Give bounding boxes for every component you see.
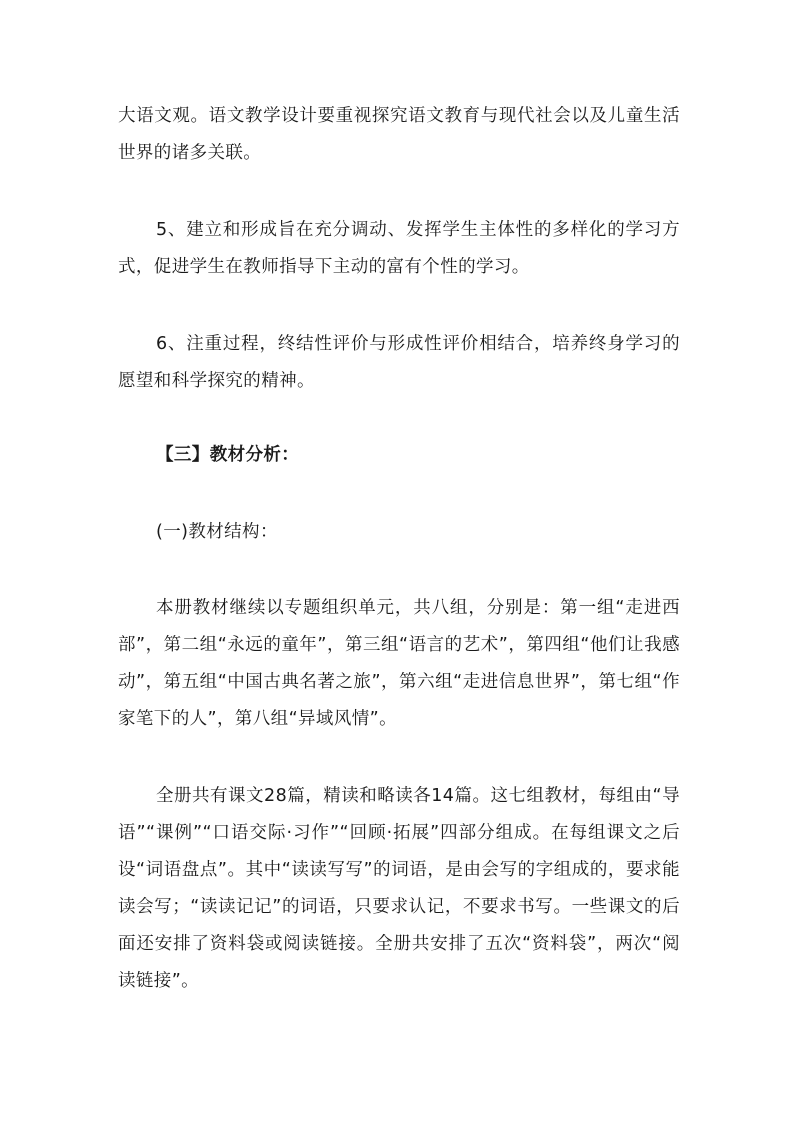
paragraph-contents: 全册共有课文28篇，精读和略读各14篇。这七组教材，每组由“导语”“课例”“口语交际·习作”“回顾·拓展”四部分组成。在每组课文之后设“词语盘点”。其中“读读写写”的词语，是由会写的字组成的，要求能读会写；“读读记记”的词语，只要求认记，不要求书写。一些课文的后面还安排了资料袋或阅读链接。全册共安排了五次“资料袋”，两次“阅读链接”。	[118, 786, 680, 991]
paragraph-item-5: 5、建立和形成旨在充分调动、发挥学生主体性的多样化的学习方式，促进学生在教师指导下主动的富有个性的学习。	[118, 220, 680, 277]
paragraph-structure: 本册教材继续以专题组织单元，共八组，分别是：第一组“走进西部”，第二组“永远的童年”，第三组“语言的艺术”，第四组“他们让我感动”，第五组“中国古典名著之旅”，第六组“走进信息世界”，第七组“作家笔下的人”，第八组“异域风情”。	[118, 598, 680, 729]
paragraph-item-6: 6、注重过程，终结性评价与形成性评价相结合，培养终身学习的愿望和科学探究的精神。	[118, 334, 680, 391]
subsection-heading: (一)教材结构：	[156, 522, 278, 542]
section-heading: 【三】教材分析：	[156, 445, 300, 465]
paragraph-continuation: 大语文观。语文教学设计要重视探究语文教育与现代社会以及儿童生活世界的诸多关联。	[118, 106, 680, 163]
